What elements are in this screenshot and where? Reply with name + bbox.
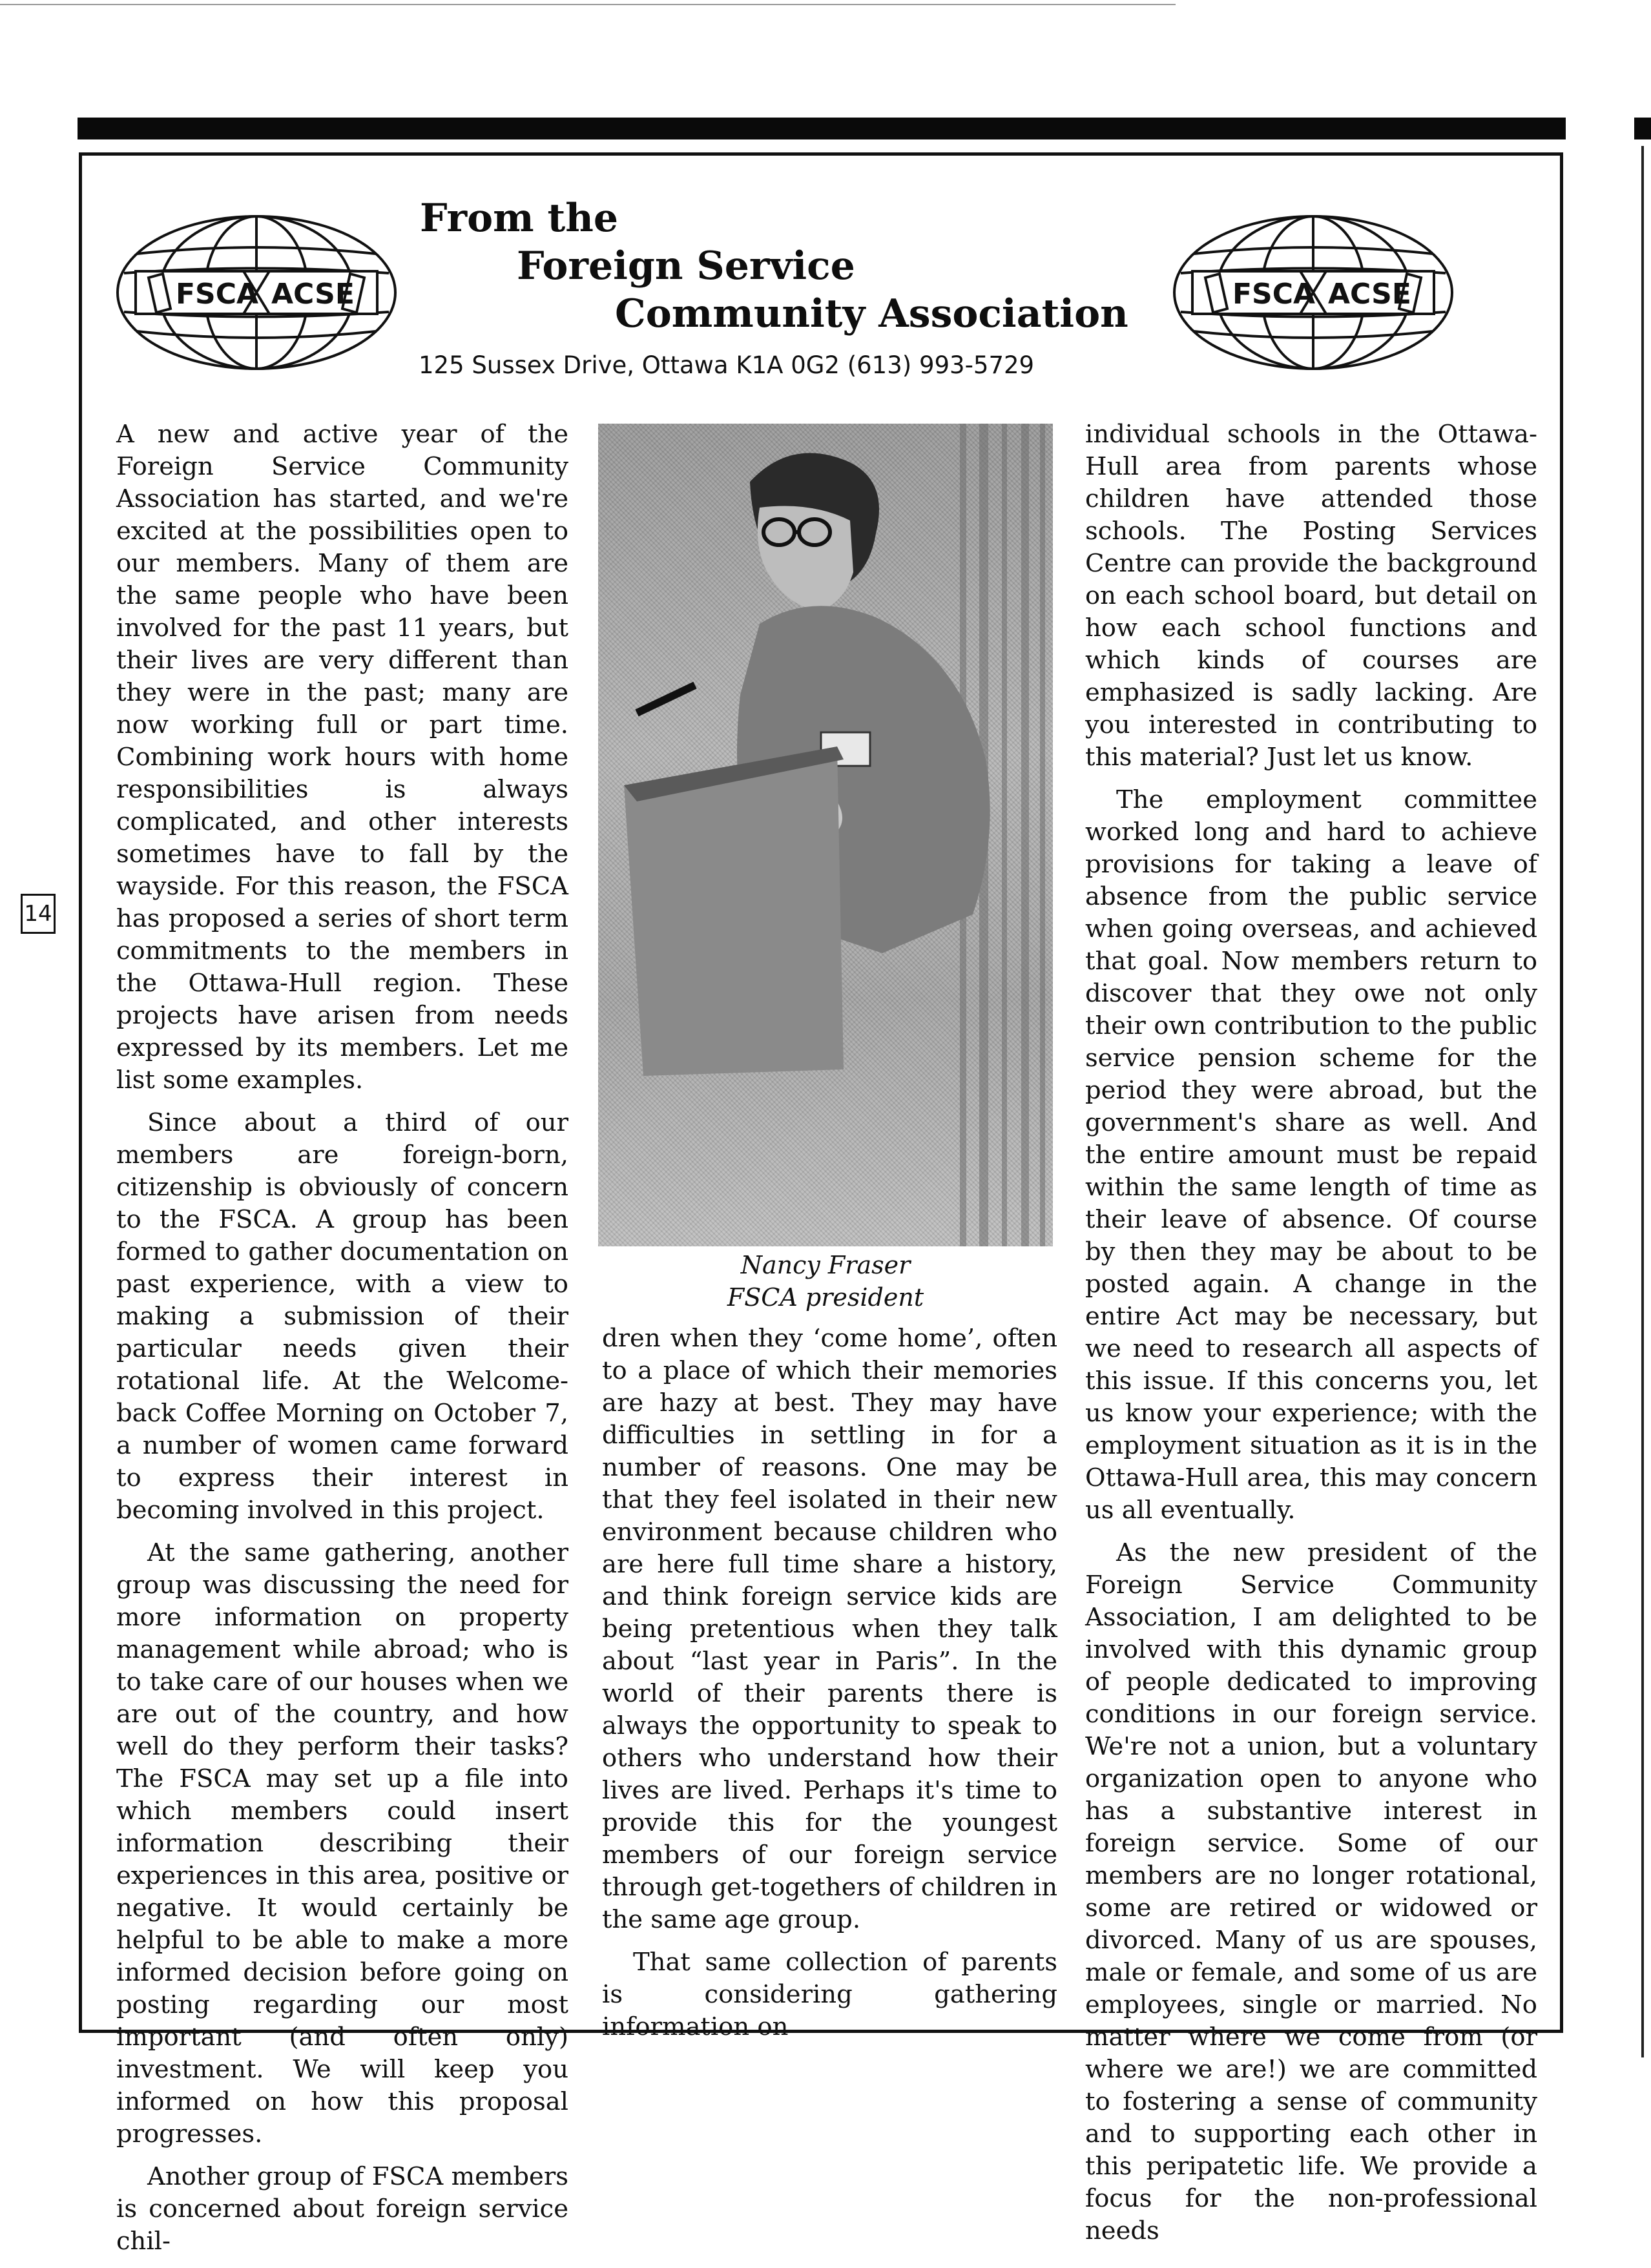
- fsca-logo-right: [1168, 205, 1459, 380]
- photo-caption: [598, 1249, 1053, 1314]
- logo-fsca-text: FSCA: [176, 278, 259, 311]
- paragraph: A new and active year of the Foreign Service Community Association has started, and we're excited at the possibilities open to our members. Many of them are the same people who have been involved for the past 11 years, but their lives are very different than they were in the past; many are now working full or part time. Combining work hours with home responsibilities is always complicated, and other interests sometimes have to fall by the wayside. For this reason, the FSCA has proposed a series of short term commitments to the members in the Ottawa-Hull region. These projects have arisen from needs expressed by its members. Let me list some examples.: [116, 420, 568, 1095]
- paragraph: As the new president of the Foreign Service Community Association, I am delighted to be involved with this dynamic group of people dedicated to improving conditions in our foreign service. We're not a union, but a voluntary organization open to anyone who has a substantive interest in foreign service. Some of our members are no longer rotational, some are retired or widowed or divorced. Many of us are spouses, male or female, and some of us are employees, single or married. No matter where we come from (or where we are!) we are committed to fostering a sense of community and to supporting each other in this peripatetic life. We provide a focus for the non-professional needs: [1085, 1538, 1537, 2245]
- title-line-2: Foreign Service: [517, 243, 855, 289]
- article-column-1: [116, 418, 568, 2268]
- caption-name: Nancy Fraser: [740, 1251, 911, 1279]
- scan-edge-line: [0, 4, 1176, 5]
- caption-role: FSCA president: [727, 1283, 924, 1312]
- title-line-3: Community Association: [615, 291, 1128, 336]
- adjacent-page-rule: [1634, 118, 1651, 139]
- paragraph: At the same gathering, another group was discussing the need for more information on property management while abroad; who is to take care of our houses when we are out of the country, and how well do they perform their tasks? The FSCA may set up a file into which members could insert information describing their experiences in this area, positive or negative. It would certainly be helpful to be able to make a more informed decision before going on posting regarding our most important (and often only) investment. We will keep you informed on how this proposal progresses.: [116, 1538, 568, 2149]
- globe-logo-icon: [1168, 205, 1459, 380]
- article-column-2: [602, 1323, 1057, 2054]
- fsca-logo-left: [111, 205, 402, 380]
- page-number: 14: [21, 894, 56, 934]
- adjacent-page-border: [1641, 146, 1644, 2057]
- paragraph: Another group of FSCA members is concerned about foreign service chil-: [116, 2162, 568, 2256]
- logo-fsca-text: FSCA: [1232, 278, 1316, 311]
- header-rule: [78, 118, 1566, 139]
- paragraph: The employment committee worked long and hard to achieve provisions for taking a leave of absence from the public service when going overseas, and achieved that goal. Now members return to discover that they owe not only their own contribution to the public service pension scheme for the period they were abroad, but the government's share as well. And the entire amount must be repaid within the same length of time as their leave of absence. Of course by then they may be about to be posted again. A change in the entire Act may be necessary, but we need to research all aspects of this issue. If this concerns you, let us know your experience; with the employment situation as it is in the Ottawa-Hull area, this may concern us all eventually.: [1085, 785, 1537, 1525]
- article-column-3: [1085, 418, 1537, 2258]
- logo-acse-text: ACSE: [271, 278, 355, 311]
- title-line-1: From the: [420, 196, 619, 241]
- paragraph: individual schools in the Ottawa-Hull area from parents whose children have attended those schools. The Posting Services Centre can provide the background on each school board, but detail on how each school functions and which kinds of courses are emphasized is sadly lacking. Are you interested in contributing to this material? Just let us know.: [1085, 420, 1537, 772]
- president-photo: [598, 424, 1053, 1246]
- speaker-at-podium-image: [598, 424, 1053, 1246]
- paragraph: That same collection of parents is considering gathering information on: [602, 1948, 1057, 2041]
- logo-acse-text: ACSE: [1328, 278, 1411, 311]
- globe-logo-icon: [111, 205, 402, 380]
- address-line: 125 Sussex Drive, Ottawa K1A 0G2 (613) 993-5729: [419, 351, 1035, 379]
- paragraph: Since about a third of our members are foreign-born, citizenship is obviously of concern to the FSCA. A group has been formed to gather documentation on past experience, with a view to making a submission of their particular needs given their rotational life. At the Welcome-back Coffee Morning on October 7, a number of women came forward to express their interest in becoming involved in this project.: [116, 1108, 568, 1525]
- paragraph: dren when they ‘come home’, often to a place of which their memories are hazy at best. They may have difficulties in settling in for a number of reasons. One may be that they feel isolated in their new environment because children who are here full time share a history, and think foreign service kids are being pretentious when they talk about “last year in Paris”. In the world of their parents there is always the opportunity to speak to others who understand how their lives are lived. Perhaps it's time to provide this for the youngest members of our foreign service through get-togethers of children in the same age group.: [602, 1324, 1057, 1934]
